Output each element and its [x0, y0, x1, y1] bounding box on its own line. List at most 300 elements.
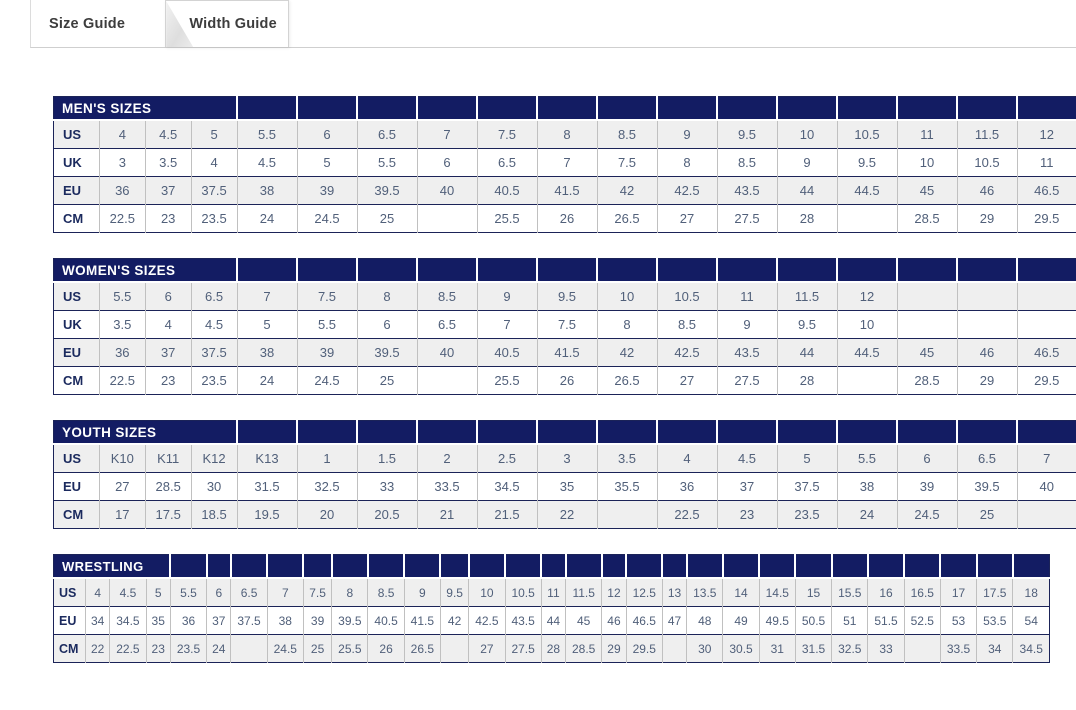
size-cell: 27.5: [717, 205, 777, 233]
size-cell: 42.5: [657, 339, 717, 367]
header-spacer-cell: [1017, 421, 1076, 445]
size-cell: 4.5: [717, 444, 777, 473]
size-cell: 27: [657, 205, 717, 233]
row-label: EU: [54, 339, 100, 367]
size-cell: 11.5: [777, 282, 837, 311]
size-cell: K13: [237, 444, 297, 473]
size-cell: 21.5: [477, 501, 537, 529]
size-cell: 10: [897, 149, 957, 177]
row-label: CM: [54, 635, 86, 663]
size-cell: 24.5: [297, 205, 357, 233]
size-cell: 5.5: [297, 311, 357, 339]
size-cell: 7: [537, 149, 597, 177]
header-spacer-cell: [657, 97, 717, 121]
size-cell: 27: [99, 473, 145, 501]
size-cell: 32.5: [297, 473, 357, 501]
size-cell: 12.5: [626, 578, 662, 607]
size-cell: 52.5: [904, 607, 940, 635]
size-cell: 6.5: [357, 120, 417, 149]
size-cell: 51: [832, 607, 868, 635]
header-spacer-cell: [207, 555, 231, 579]
size-cell: 10.5: [957, 149, 1017, 177]
header-spacer-cell: [404, 555, 440, 579]
header-spacer-cell: [723, 555, 759, 579]
size-cell: 7: [417, 120, 477, 149]
size-row-us: [54, 282, 1076, 311]
table-header-row: [54, 421, 1076, 445]
size-cell: 10: [597, 282, 657, 311]
header-spacer-cell: [837, 97, 897, 121]
size-cell: 25.5: [477, 367, 537, 395]
size-cell: 23: [146, 635, 170, 663]
size-cell: 41.5: [537, 339, 597, 367]
size-cell: 8: [537, 120, 597, 149]
size-cell: 4: [145, 311, 191, 339]
size-cell: 1: [297, 444, 357, 473]
header-spacer-cell: [626, 555, 662, 579]
header-spacer-cell: [662, 555, 686, 579]
size-cell: 3.5: [99, 311, 145, 339]
size-cell: 28: [777, 367, 837, 395]
header-spacer-cell: [417, 259, 477, 283]
size-cell: 7.5: [597, 149, 657, 177]
header-spacer-cell: [957, 259, 1017, 283]
size-cell: 5.5: [357, 149, 417, 177]
size-row-cm: [54, 205, 1076, 233]
size-cell: [417, 205, 477, 233]
row-label: US: [59, 585, 77, 600]
size-cell: 41.5: [404, 607, 440, 635]
size-cell: 22.5: [110, 635, 146, 663]
tab-width-guide[interactable]: [165, 0, 289, 47]
size-row-eu: [54, 473, 1076, 501]
size-cell: 5: [237, 311, 297, 339]
size-cell: 9: [717, 311, 777, 339]
size-cell: 50.5: [795, 607, 831, 635]
header-spacer-cell: [237, 97, 297, 121]
size-cell: 26.5: [597, 205, 657, 233]
size-cell: 9: [777, 149, 837, 177]
size-cell: 4.5: [237, 149, 297, 177]
size-cell: 27.5: [717, 367, 777, 395]
size-cell: 17: [940, 578, 976, 607]
size-cell: 40: [1017, 473, 1076, 501]
size-cell: 34.5: [477, 473, 537, 501]
size-row-uk: [54, 149, 1076, 177]
size-cell: 37: [207, 607, 231, 635]
size-cell: 45: [897, 177, 957, 205]
size-cell: 9.5: [440, 578, 468, 607]
size-cell: 27: [469, 635, 505, 663]
size-cell: 9.5: [777, 311, 837, 339]
size-cell: [957, 282, 1017, 311]
size-cell: 3.5: [597, 444, 657, 473]
size-cell: 22.5: [657, 501, 717, 529]
row-label: EU: [54, 473, 100, 501]
header-spacer-cell: [759, 555, 795, 579]
header-spacer-cell: [477, 421, 537, 445]
size-cell: 26: [537, 205, 597, 233]
size-cell: 36: [657, 473, 717, 501]
size-cell: 46.5: [1017, 177, 1076, 205]
header-spacer-cell: [267, 555, 303, 579]
size-cell: 43.5: [717, 339, 777, 367]
size-row-cm: [54, 367, 1076, 395]
table-section-youth-sizes: [53, 420, 1054, 529]
size-cell: [897, 282, 957, 311]
size-cell: 40.5: [477, 339, 537, 367]
size-cell: 29: [957, 367, 1017, 395]
size-cell: 8: [357, 282, 417, 311]
size-cell: 37.5: [191, 177, 237, 205]
size-cell: 44.5: [837, 339, 897, 367]
size-cell: 42: [597, 339, 657, 367]
size-cell: 39.5: [957, 473, 1017, 501]
size-cell: 5.5: [237, 120, 297, 149]
size-cell: 8: [657, 149, 717, 177]
size-cell: [440, 635, 468, 663]
size-cell: 23: [145, 205, 191, 233]
size-cell: 42.5: [469, 607, 505, 635]
table-title: WOMEN'S SIZES: [54, 259, 238, 283]
size-cell: [897, 311, 957, 339]
size-cell: 38: [237, 339, 297, 367]
size-cell: 5.5: [170, 578, 206, 607]
size-cell: 20.5: [357, 501, 417, 529]
size-cell: 45: [897, 339, 957, 367]
size-cell: 3: [99, 149, 145, 177]
table-title: YOUTH SIZES: [54, 421, 238, 445]
size-cell: 40: [417, 177, 477, 205]
size-cell: 3.5: [145, 149, 191, 177]
size-cell: 33.5: [940, 635, 976, 663]
size-row-eu: [54, 607, 1050, 635]
header-spacer-cell: [597, 97, 657, 121]
size-cell: 17.5: [145, 501, 191, 529]
size-cell: 46: [957, 177, 1017, 205]
size-table-mens: [53, 96, 1076, 233]
header-spacer-cell: [897, 97, 957, 121]
size-cell: 25: [957, 501, 1017, 529]
size-cell: [231, 635, 267, 663]
size-cell: 34: [977, 635, 1013, 663]
size-cell: 51.5: [868, 607, 904, 635]
size-cell: 22: [537, 501, 597, 529]
size-cell: 19.5: [237, 501, 297, 529]
size-cell: 36: [99, 339, 145, 367]
size-cell: 28.5: [566, 635, 602, 663]
size-cell: [417, 367, 477, 395]
size-cell: 36: [99, 177, 145, 205]
row-label: US: [63, 127, 82, 142]
size-cell: 42: [440, 607, 468, 635]
size-cell: 37.5: [231, 607, 267, 635]
tab-size-guide-label: Size Guide: [49, 15, 126, 32]
size-cell: 6.5: [191, 282, 237, 311]
size-cell: 26: [368, 635, 404, 663]
size-cell: 34.5: [110, 607, 146, 635]
header-spacer-cell: [795, 555, 831, 579]
header-spacer-cell: [566, 555, 602, 579]
header-spacer-cell: [303, 555, 331, 579]
size-cell: 39.5: [357, 339, 417, 367]
header-spacer-cell: [231, 555, 267, 579]
size-cell: 11: [1017, 149, 1076, 177]
size-cell: 44: [541, 607, 565, 635]
header-spacer-cell: [537, 259, 597, 283]
tab-bar: [30, 0, 1076, 48]
size-cell: 30: [687, 635, 723, 663]
size-cell: 33: [357, 473, 417, 501]
size-cell: 11.5: [957, 120, 1017, 149]
size-tables-container: [53, 96, 1060, 663]
size-row-eu: [54, 177, 1076, 205]
header-spacer-cell: [368, 555, 404, 579]
size-cell: 8: [332, 578, 368, 607]
size-cell: 9: [404, 578, 440, 607]
size-cell: 9.5: [717, 120, 777, 149]
size-cell: K10: [99, 444, 145, 473]
size-cell: 13.5: [687, 578, 723, 607]
size-cell: 29: [957, 205, 1017, 233]
size-cell: 48: [687, 607, 723, 635]
size-cell: 5: [191, 120, 237, 149]
size-cell: 46.5: [1017, 339, 1076, 367]
row-label: UK: [54, 311, 100, 339]
size-cell: 44.5: [837, 177, 897, 205]
size-cell: 26: [537, 367, 597, 395]
header-spacer-cell: [977, 555, 1013, 579]
size-cell: 24.5: [297, 367, 357, 395]
size-row-us: [54, 444, 1076, 473]
header-spacer-cell: [717, 259, 777, 283]
size-cell: 8.5: [597, 120, 657, 149]
size-row-us: [54, 120, 1076, 149]
header-spacer-cell: [957, 97, 1017, 121]
size-cell: 25.5: [332, 635, 368, 663]
table-header-row: [54, 259, 1076, 283]
size-cell: 31: [759, 635, 795, 663]
size-cell: 24: [207, 635, 231, 663]
size-cell: 23.5: [170, 635, 206, 663]
size-cell: 18.5: [191, 501, 237, 529]
size-cell: 8: [597, 311, 657, 339]
header-spacer-cell: [657, 259, 717, 283]
size-cell: [837, 205, 897, 233]
table-header-row: [54, 97, 1076, 121]
header-spacer-cell: [597, 421, 657, 445]
size-cell: 23: [717, 501, 777, 529]
size-cell: 34.5: [1013, 635, 1050, 663]
size-cell: 38: [267, 607, 303, 635]
header-spacer-cell: [717, 421, 777, 445]
size-cell: [597, 501, 657, 529]
size-cell: 11: [541, 578, 565, 607]
size-cell: 29.5: [1017, 367, 1076, 395]
size-cell: 46: [957, 339, 1017, 367]
size-cell: 4: [657, 444, 717, 473]
tab-width-guide-label: Width Guide: [189, 16, 277, 32]
size-cell: 12: [1017, 120, 1076, 149]
header-spacer-cell: [777, 421, 837, 445]
header-spacer-cell: [357, 259, 417, 283]
size-cell: 42: [597, 177, 657, 205]
table-section-womens-sizes: [53, 258, 1060, 395]
size-cell: 37: [145, 339, 191, 367]
header-spacer-cell: [297, 97, 357, 121]
size-cell: 2.5: [477, 444, 537, 473]
size-cell: 1.5: [357, 444, 417, 473]
size-cell: 41.5: [537, 177, 597, 205]
size-cell: 6.5: [231, 578, 267, 607]
size-cell: 12: [602, 578, 626, 607]
size-cell: 4: [86, 578, 110, 607]
row-label: UK: [54, 149, 100, 177]
size-cell: 22.5: [99, 367, 145, 395]
size-cell: 14: [723, 578, 759, 607]
size-table-youth: [53, 420, 1076, 529]
size-cell: 37.5: [191, 339, 237, 367]
size-cell: 6: [417, 149, 477, 177]
size-table-wrestling: [53, 554, 1050, 663]
header-spacer-cell: [469, 555, 505, 579]
size-cell: 39: [297, 339, 357, 367]
size-cell: 17.5: [977, 578, 1013, 607]
size-cell: 7: [1017, 444, 1076, 473]
size-cell: 11.5: [566, 578, 602, 607]
size-cell: 8.5: [717, 149, 777, 177]
size-cell: 23.5: [777, 501, 837, 529]
header-spacer-cell: [537, 97, 597, 121]
size-cell: 5: [146, 578, 170, 607]
table-section-wrestling: [53, 554, 1050, 663]
header-spacer-cell: [897, 259, 957, 283]
size-cell: 35: [537, 473, 597, 501]
table-header-row: [54, 555, 1050, 579]
size-cell: 5.5: [837, 444, 897, 473]
size-cell: 28: [777, 205, 837, 233]
size-cell: 23.5: [191, 367, 237, 395]
size-cell: 35: [146, 607, 170, 635]
size-cell: 26.5: [597, 367, 657, 395]
size-cell: 4.5: [145, 120, 191, 149]
size-cell: 37: [717, 473, 777, 501]
size-cell: 26.5: [404, 635, 440, 663]
header-spacer-cell: [477, 259, 537, 283]
size-cell: 5.5: [99, 282, 145, 311]
header-spacer-cell: [417, 421, 477, 445]
size-cell: 43.5: [717, 177, 777, 205]
header-spacer-cell: [957, 421, 1017, 445]
table-title: WRESTLING: [54, 555, 171, 579]
header-spacer-cell: [505, 555, 541, 579]
size-cell: 31.5: [237, 473, 297, 501]
size-row-cm: [54, 635, 1050, 663]
size-cell: 30: [191, 473, 237, 501]
size-cell: 7: [477, 311, 537, 339]
size-cell: 22.5: [99, 205, 145, 233]
row-label: US: [63, 451, 82, 466]
header-spacer-cell: [687, 555, 723, 579]
size-cell: 53.5: [977, 607, 1013, 635]
header-spacer-cell: [237, 259, 297, 283]
size-cell: 3: [537, 444, 597, 473]
size-cell: 54: [1013, 607, 1050, 635]
size-cell: 9.5: [537, 282, 597, 311]
header-spacer-cell: [357, 421, 417, 445]
header-spacer-cell: [868, 555, 904, 579]
header-spacer-cell: [237, 421, 297, 445]
size-cell: 42.5: [657, 177, 717, 205]
size-cell: K12: [191, 444, 237, 473]
size-cell: 6: [297, 120, 357, 149]
size-table-womens: [53, 258, 1076, 395]
header-spacer-cell: [541, 555, 565, 579]
size-cell: 10: [837, 311, 897, 339]
size-cell: 6: [897, 444, 957, 473]
size-cell: 16: [868, 578, 904, 607]
size-cell: 15.5: [832, 578, 868, 607]
size-row-uk: [54, 311, 1076, 339]
header-spacer-cell: [832, 555, 868, 579]
header-spacer-cell: [904, 555, 940, 579]
size-cell: 4: [99, 120, 145, 149]
tab-size-guide[interactable]: [31, 0, 143, 47]
size-cell: 25.5: [477, 205, 537, 233]
size-cell: 9: [657, 120, 717, 149]
size-cell: 28.5: [897, 367, 957, 395]
size-cell: 11: [897, 120, 957, 149]
size-cell: 6: [145, 282, 191, 311]
row-label: EU: [54, 177, 100, 205]
size-cell: 23.5: [191, 205, 237, 233]
size-cell: 37: [145, 177, 191, 205]
size-cell: 4.5: [191, 311, 237, 339]
size-cell: 8.5: [417, 282, 477, 311]
size-cell: 12: [837, 282, 897, 311]
header-spacer-cell: [297, 259, 357, 283]
size-cell: 43.5: [505, 607, 541, 635]
header-spacer-cell: [537, 421, 597, 445]
size-cell: 7.5: [297, 282, 357, 311]
table-title: MEN'S SIZES: [54, 97, 238, 121]
size-cell: 27.5: [505, 635, 541, 663]
size-row-eu: [54, 339, 1076, 367]
size-cell: 28.5: [897, 205, 957, 233]
size-cell: 27: [657, 367, 717, 395]
header-spacer-cell: [357, 97, 417, 121]
size-cell: 16.5: [904, 578, 940, 607]
size-cell: 39.5: [332, 607, 368, 635]
size-cell: 8.5: [368, 578, 404, 607]
size-cell: 35.5: [597, 473, 657, 501]
size-cell: 9.5: [837, 149, 897, 177]
header-spacer-cell: [940, 555, 976, 579]
header-spacer-cell: [657, 421, 717, 445]
size-cell: 24: [837, 501, 897, 529]
size-cell: 28.5: [145, 473, 191, 501]
size-cell: 29.5: [626, 635, 662, 663]
size-cell: 22: [86, 635, 110, 663]
size-cell: [662, 635, 686, 663]
size-cell: 49: [723, 607, 759, 635]
size-cell: 33.5: [417, 473, 477, 501]
size-cell: 49.5: [759, 607, 795, 635]
size-cell: 45: [566, 607, 602, 635]
size-cell: 25: [357, 367, 417, 395]
header-spacer-cell: [477, 97, 537, 121]
size-cell: 6: [207, 578, 231, 607]
